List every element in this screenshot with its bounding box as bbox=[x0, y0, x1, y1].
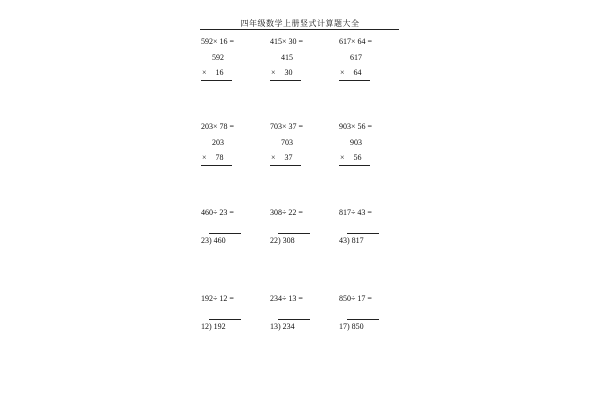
problem-expression: 903× 56 = bbox=[339, 122, 373, 131]
answer-rule bbox=[201, 80, 232, 81]
multiplier: 64 bbox=[353, 68, 362, 77]
answer-rule bbox=[270, 165, 301, 166]
long-division-line: 23) 460 bbox=[201, 236, 226, 245]
problem-expression: 592× 16 = bbox=[201, 37, 235, 46]
quotient-rule bbox=[209, 319, 241, 320]
problem-expression: 460÷ 23 = bbox=[201, 208, 234, 217]
times-sign: × bbox=[202, 68, 207, 77]
long-division-line: 43) 817 bbox=[339, 236, 364, 245]
long-division-line: 12) 192 bbox=[201, 322, 226, 331]
problem-expression: 703× 37 = bbox=[270, 122, 304, 131]
problem-expression: 203× 78 = bbox=[201, 122, 235, 131]
multiplicand: 415 bbox=[281, 53, 293, 62]
answer-rule bbox=[339, 165, 370, 166]
long-division-line: 17) 850 bbox=[339, 322, 364, 331]
multiplicand: 592 bbox=[212, 53, 224, 62]
problem-expression: 234÷ 13 = bbox=[270, 294, 303, 303]
quotient-rule bbox=[278, 319, 310, 320]
multiplier-line bbox=[202, 153, 224, 163]
long-division-line: 22) 308 bbox=[270, 236, 295, 245]
multiplier: 37 bbox=[284, 153, 293, 162]
times-sign: × bbox=[202, 153, 207, 162]
problem-expression: 308÷ 22 = bbox=[270, 208, 303, 217]
title-underline bbox=[200, 29, 399, 30]
multiplicand: 703 bbox=[281, 138, 293, 147]
multiplicand: 617 bbox=[350, 53, 362, 62]
multiplier: 30 bbox=[284, 68, 293, 77]
worksheet-title: 四年级数学上册竖式计算题大全 bbox=[240, 19, 360, 28]
multiplier-line bbox=[271, 68, 293, 78]
multiplier: 56 bbox=[353, 153, 362, 162]
answer-rule bbox=[201, 165, 232, 166]
multiplicand: 203 bbox=[212, 138, 224, 147]
times-sign: × bbox=[340, 153, 345, 162]
quotient-rule bbox=[209, 233, 241, 234]
times-sign: × bbox=[271, 68, 276, 77]
multiplier: 16 bbox=[215, 68, 224, 77]
problem-expression: 817÷ 43 = bbox=[339, 208, 372, 217]
times-sign: × bbox=[271, 153, 276, 162]
multiplicand: 903 bbox=[350, 138, 362, 147]
long-division-line: 13) 234 bbox=[270, 322, 295, 331]
answer-rule bbox=[339, 80, 370, 81]
multiplier-line bbox=[340, 153, 362, 163]
problem-expression: 617× 64 = bbox=[339, 37, 373, 46]
multiplier: 78 bbox=[215, 153, 224, 162]
problem-expression: 415× 30 = bbox=[270, 37, 304, 46]
multiplier-line bbox=[271, 153, 293, 163]
multiplier-line bbox=[202, 68, 224, 78]
times-sign: × bbox=[340, 68, 345, 77]
problem-expression: 192÷ 12 = bbox=[201, 294, 234, 303]
quotient-rule bbox=[347, 319, 379, 320]
multiplier-line bbox=[340, 68, 362, 78]
problem-expression: 850÷ 17 = bbox=[339, 294, 372, 303]
answer-rule bbox=[270, 80, 301, 81]
quotient-rule bbox=[278, 233, 310, 234]
quotient-rule bbox=[347, 233, 379, 234]
